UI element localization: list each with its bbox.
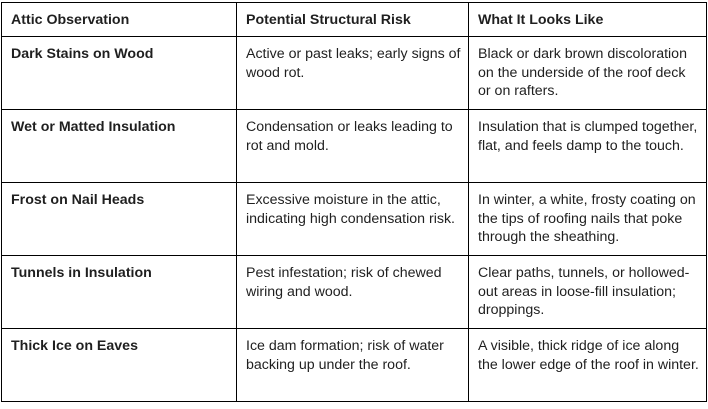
risk-cell: Active or past leaks; early signs of wood rot. [237, 37, 469, 110]
risk-cell: Condensation or leaks leading to rot and mold. [237, 110, 469, 183]
header-what-it-looks-like: What It Looks Like [469, 3, 707, 37]
observation-cell: Frost on Nail Heads [2, 183, 237, 256]
appearance-cell: Clear paths, tunnels, or hollowed-out areas in loose-fill insulation; droppings. [469, 256, 707, 329]
observation-cell: Dark Stains on Wood [2, 37, 237, 110]
appearance-cell: A visible, thick ridge of ice along the lower edge of the roof in winter. [469, 329, 707, 402]
header-attic-observation: Attic Observation [2, 3, 237, 37]
table-header-row [2, 3, 707, 37]
observation-cell: Wet or Matted Insulation [2, 110, 237, 183]
observation-cell: Tunnels in Insulation [2, 256, 237, 329]
attic-observation-table [1, 2, 707, 402]
risk-cell: Ice dam formation; risk of water backing up under the roof. [237, 329, 469, 402]
table-row [2, 37, 707, 110]
table-row [2, 256, 707, 329]
risk-cell: Pest infestation; risk of chewed wiring and wood. [237, 256, 469, 329]
header-potential-structural-risk: Potential Structural Risk [237, 3, 469, 37]
appearance-cell: Insulation that is clumped together, flat, and feels damp to the touch. [469, 110, 707, 183]
risk-cell: Excessive moisture in the attic, indicating high condensation risk. [237, 183, 469, 256]
appearance-cell: Black or dark brown discoloration on the underside of the roof deck or on rafters. [469, 37, 707, 110]
appearance-cell: In winter, a white, frosty coating on the tips of roofing nails that poke through the sheathing. [469, 183, 707, 256]
observation-cell: Thick Ice on Eaves [2, 329, 237, 402]
table-row [2, 183, 707, 256]
table-row [2, 110, 707, 183]
table-row [2, 329, 707, 402]
